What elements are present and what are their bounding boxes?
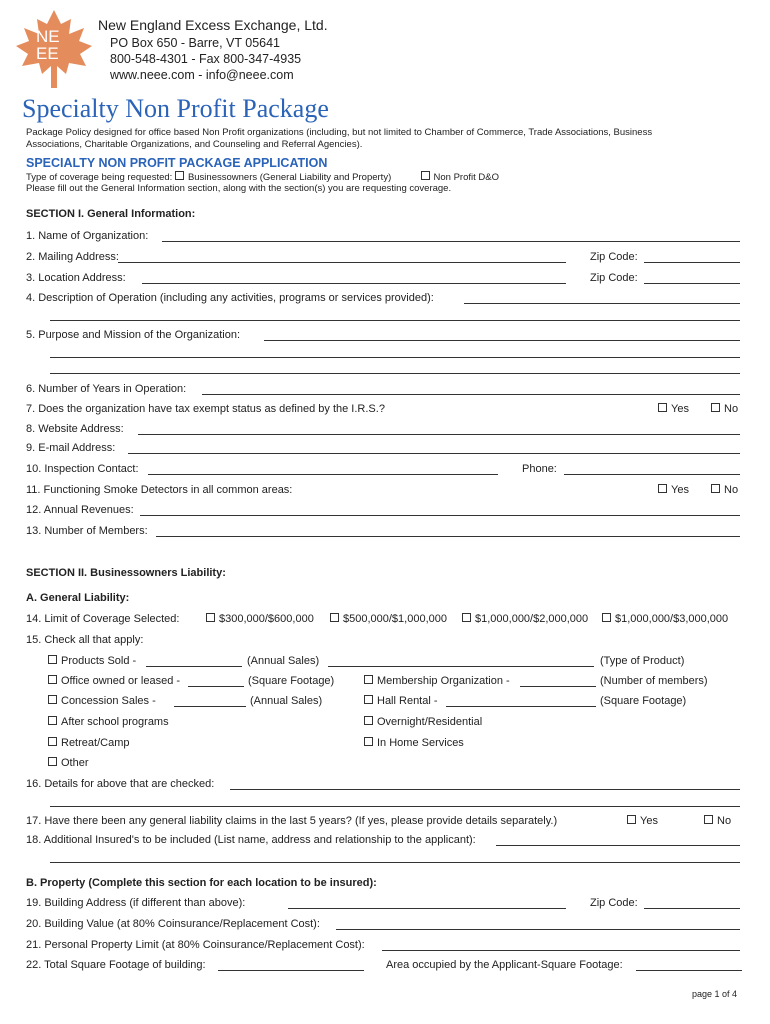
section-1-title: SECTION I. General Information: — [26, 208, 196, 220]
product-type-field[interactable] — [328, 666, 594, 667]
office-sqft-field[interactable] — [188, 686, 244, 687]
fill-note: Please fill out the General Information section, along with the section(s) you are requesting coverage. — [26, 183, 452, 194]
operation-desc-field[interactable] — [464, 303, 740, 304]
property-title: B. Property (Complete this section for each location to be insured): — [26, 877, 377, 889]
company-phones: 800-548-4301 - Fax 800-347-4935 — [110, 52, 302, 66]
q22-label: 22. Total Square Footage of building: — [26, 959, 206, 971]
q3-label: 3. Location Address: — [26, 272, 126, 284]
limit-3-label: $1,000,000/$2,000,000 — [475, 613, 589, 625]
company-name: New England Excess Exchange, Ltd. — [98, 17, 328, 33]
after-school-checkbox[interactable] — [48, 716, 57, 725]
details-field-2[interactable] — [50, 806, 740, 807]
mission-field-3[interactable] — [50, 373, 740, 374]
q19-label: 19. Building Address (if different than above): — [26, 897, 246, 909]
q20-label: 20. Building Value (at 80% Coinsurance/Replacement Cost): — [26, 918, 320, 930]
smoke-yes-checkbox[interactable] — [658, 484, 667, 493]
q1-label: 1. Name of Organization: — [26, 230, 149, 242]
limit-2-label: $500,000/$1,000,000 — [343, 613, 447, 625]
members-field[interactable] — [156, 536, 740, 537]
coverage-option-bop: Businessowners (General Liability and Property) — [187, 172, 392, 183]
area-occupied-label: Area occupied by the Applicant-Square Footage: — [386, 959, 623, 971]
mailing-zip-field[interactable] — [644, 262, 740, 263]
limit-2-checkbox[interactable] — [330, 613, 339, 622]
q10-label: 10. Inspection Contact: — [26, 463, 139, 475]
location-address-field[interactable] — [142, 283, 566, 284]
additional-insured-field[interactable] — [496, 845, 740, 846]
building-zip-label: Zip Code: — [590, 897, 638, 909]
hall-rental-label: Hall Rental - — [377, 695, 438, 707]
company-address: PO Box 650 - Barre, VT 05641 — [110, 36, 281, 50]
smoke-no-label: No — [724, 484, 739, 496]
overnight-checkbox[interactable] — [364, 716, 373, 725]
q11-label: 11. Functioning Smoke Detectors in all common areas: — [26, 484, 293, 496]
mailing-address-field[interactable] — [118, 262, 566, 263]
membership-count-field[interactable] — [520, 686, 596, 687]
office-owned-label: Office owned or leased - — [61, 675, 181, 687]
application-title: SPECIALTY NON PROFIT PACKAGE APPLICATION — [26, 156, 328, 170]
q2-label: 2. Mailing Address: — [26, 251, 119, 263]
q8-label: 8. Website Address: — [26, 423, 124, 435]
logo-text-top: NE — [36, 27, 60, 46]
products-annual-sales-label: (Annual Sales) — [247, 655, 320, 667]
years-field[interactable] — [202, 394, 740, 395]
q7-label: 7. Does the organization have tax exempt status as defined by the I.R.S.? — [26, 403, 385, 415]
phone-label: Phone: — [522, 463, 557, 475]
other-checkbox[interactable] — [48, 757, 57, 766]
phone-field[interactable] — [564, 474, 740, 475]
overnight-label: Overnight/Residential — [377, 716, 483, 728]
tax-exempt-yes-checkbox[interactable] — [658, 403, 667, 412]
tax-exempt-no-label: No — [724, 403, 739, 415]
checkbox-businessowners[interactable] — [175, 171, 184, 180]
q13-label: 13. Number of Members: — [26, 525, 148, 537]
mailing-zip-label: Zip Code: — [590, 251, 638, 263]
smoke-yes-label: Yes — [671, 484, 689, 496]
products-sales-field[interactable] — [146, 666, 242, 667]
in-home-checkbox[interactable] — [364, 737, 373, 746]
area-occupied-field[interactable] — [636, 970, 742, 971]
intro-line-1: Package Policy designed for office based Non Profit organizations (including, but not limited to Chamber of Commerce, Trade Associations, Business — [26, 127, 653, 138]
q6-label: 6. Number of Years in Operation: — [26, 383, 187, 395]
location-zip-label: Zip Code: — [590, 272, 638, 284]
limit-4-label: $1,000,000/$3,000,000 — [615, 613, 729, 625]
claims-no-checkbox[interactable] — [704, 815, 713, 824]
retreat-label: Retreat/Camp — [61, 737, 130, 749]
website-field[interactable] — [138, 434, 740, 435]
concession-checkbox[interactable] — [48, 695, 57, 704]
intro-line-2: Associations, Charitable Organizations, and Counseling and Referral Agencies). — [26, 139, 363, 150]
logo-text-bottom: EE — [36, 44, 59, 63]
inspection-contact-field[interactable] — [148, 474, 498, 475]
details-field[interactable] — [230, 789, 740, 790]
tax-exempt-no-checkbox[interactable] — [711, 403, 720, 412]
claims-no-label: No — [717, 815, 732, 827]
type-of-product-label: (Type of Product) — [600, 655, 685, 667]
coverage-option-do: Non Profit D&O — [433, 172, 499, 183]
additional-insured-field-2[interactable] — [50, 862, 740, 863]
operation-desc-field-2[interactable] — [50, 320, 740, 321]
q5-label: 5. Purpose and Mission of the Organization: — [26, 329, 241, 341]
q15-label: 15. Check all that apply: — [26, 634, 144, 646]
hall-sqft-label: (Square Footage) — [600, 695, 687, 707]
checkbox-nonprofit-do[interactable] — [421, 171, 430, 180]
org-name-field[interactable] — [162, 241, 740, 242]
in-home-label: In Home Services — [377, 737, 464, 749]
building-zip-field[interactable] — [644, 908, 740, 909]
claims-yes-checkbox[interactable] — [627, 815, 636, 824]
membership-org-checkbox[interactable] — [364, 675, 373, 684]
limit-4-checkbox[interactable] — [602, 613, 611, 622]
limit-1-checkbox[interactable] — [206, 613, 215, 622]
office-sqft-label: (Square Footage) — [248, 675, 335, 687]
after-school-label: After school programs — [61, 716, 169, 728]
claims-yes-label: Yes — [640, 815, 658, 827]
num-members-label: (Number of members) — [600, 675, 708, 687]
logo — [14, 8, 94, 90]
concession-sales-field[interactable] — [174, 706, 246, 707]
q18-label: 18. Additional Insured's to be included (List name, address and relationship to the applicant): — [26, 834, 476, 846]
concession-label: Concession Sales - — [61, 695, 156, 707]
retreat-checkbox[interactable] — [48, 737, 57, 746]
location-zip-field[interactable] — [644, 283, 740, 284]
q21-label: 21. Personal Property Limit (at 80% Coinsurance/Replacement Cost): — [26, 939, 365, 951]
q4-label: 4. Description of Operation (including any activities, programs or services provided): — [26, 292, 434, 304]
concession-annual-sales-label: (Annual Sales) — [250, 695, 323, 707]
hall-rental-field[interactable] — [446, 706, 596, 707]
page-number: page 1 of 4 — [692, 989, 738, 999]
q14-label: 14. Limit of Coverage Selected: — [26, 613, 180, 625]
general-liability-title: A. General Liability: — [26, 592, 130, 604]
section-2-title: SECTION II. Businessowners Liability: — [26, 567, 226, 579]
revenues-field[interactable] — [140, 515, 740, 516]
email-field[interactable] — [128, 453, 740, 454]
limit-3-checkbox[interactable] — [462, 613, 471, 622]
building-value-field[interactable] — [336, 929, 740, 930]
other-label: Other — [61, 757, 89, 769]
q12-label: 12. Annual Revenues: — [26, 504, 134, 516]
tax-exempt-yes-label: Yes — [671, 403, 689, 415]
coverage-label: Type of coverage being requested: — [26, 172, 173, 183]
q16-label: 16. Details for above that are checked: — [26, 778, 215, 790]
products-sold-label: Products Sold - — [61, 655, 137, 667]
limit-1-label: $300,000/$600,000 — [219, 613, 314, 625]
smoke-no-checkbox[interactable] — [711, 484, 720, 493]
office-owned-checkbox[interactable] — [48, 675, 57, 684]
products-sold-checkbox[interactable] — [48, 655, 57, 664]
page-title: Specialty Non Profit Package — [22, 94, 329, 123]
mission-field[interactable] — [264, 340, 740, 341]
q17-label: 17. Have there been any general liability claims in the last 5 years? (If yes, please provide details separately.) — [26, 815, 558, 827]
building-address-field[interactable] — [288, 908, 566, 909]
hall-rental-checkbox[interactable] — [364, 695, 373, 704]
personal-property-field[interactable] — [382, 950, 740, 951]
mission-field-2[interactable] — [50, 357, 740, 358]
total-sqft-field[interactable] — [218, 970, 364, 971]
q9-label: 9. E-mail Address: — [26, 442, 116, 454]
membership-org-label: Membership Organization - — [377, 675, 510, 687]
company-web: www.neee.com - info@neee.com — [110, 68, 294, 82]
